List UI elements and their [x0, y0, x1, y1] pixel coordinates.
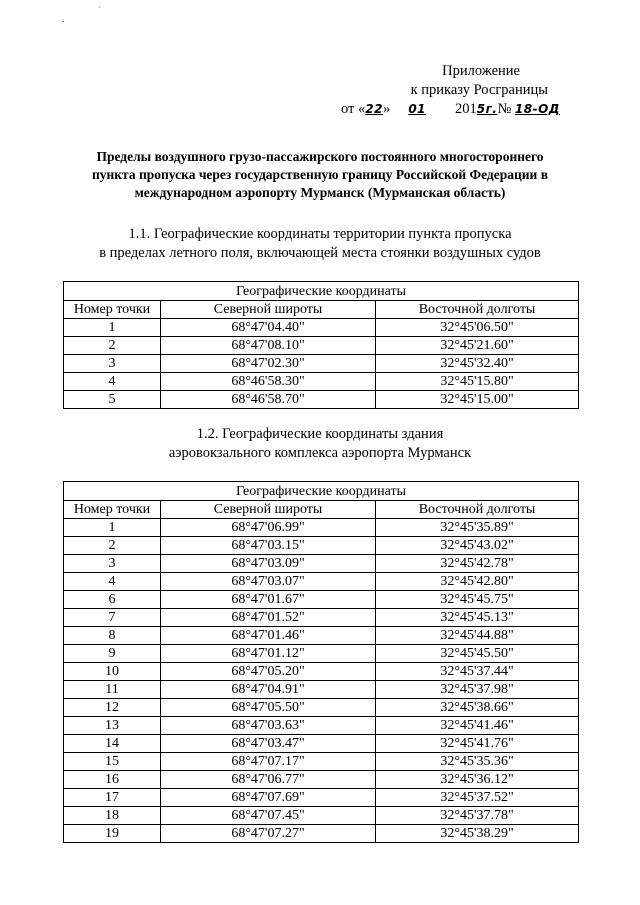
cell-latitude: 68°47'01.46": [161, 627, 376, 645]
cell-latitude: 68°47'04.91": [161, 681, 376, 699]
heading-line: в пределах летного поля, включающей места стоянки воздушных судов: [99, 245, 541, 261]
table-row: [64, 699, 579, 717]
table-row: [64, 355, 579, 373]
cell-longitude: 32°45'37.78": [376, 807, 579, 825]
table-body: [64, 319, 579, 409]
date-year-suffix: 5г.: [476, 102, 498, 116]
cell-latitude: 68°47'08.10": [161, 337, 376, 355]
cell-point-number: 5: [64, 391, 161, 409]
cell-longitude: 32°45'45.13": [376, 609, 579, 627]
cell-point-number: 2: [64, 537, 161, 555]
date-mid: »: [382, 101, 391, 117]
appendix-block: [340, 62, 560, 119]
cell-point-number: 18: [64, 807, 161, 825]
cell-longitude: 32°45'38.29": [376, 825, 579, 843]
cell-longitude: 32°45'35.89": [376, 519, 579, 537]
cell-longitude: 32°45'37.44": [376, 663, 579, 681]
table-row: [64, 645, 579, 663]
column-header-longitude: Восточной долготы: [376, 301, 579, 319]
appendix-order-ref: к приказу Росграницы: [410, 82, 548, 98]
cell-latitude: 68°47'07.27": [161, 825, 376, 843]
table-row: [64, 735, 579, 753]
table-row: [64, 627, 579, 645]
number-label: №: [497, 101, 512, 117]
cell-point-number: 8: [64, 627, 161, 645]
cell-longitude: 32°45'06.50": [376, 319, 579, 337]
cell-longitude: 32°45'42.80": [376, 573, 579, 591]
cell-latitude: 68°46'58.30": [161, 373, 376, 391]
heading-line: аэровокзального комплекса аэропорта Мурманск: [168, 445, 472, 461]
cell-longitude: 32°45'35.36": [376, 753, 579, 771]
cell-latitude: 68°47'01.52": [161, 609, 376, 627]
appendix-date-line: [340, 100, 560, 119]
table-row: [64, 609, 579, 627]
cell-latitude: 68°47'05.20": [161, 663, 376, 681]
group-header: Географические координаты: [64, 482, 579, 501]
cell-longitude: 32°45'44.88": [376, 627, 579, 645]
cell-point-number: 12: [64, 699, 161, 717]
cell-longitude: 32°45'32.40": [376, 355, 579, 373]
heading-line: 1.1. Географические координаты территории пункта пропуска: [128, 226, 512, 242]
cell-point-number: 4: [64, 573, 161, 591]
cell-latitude: 68°47'03.15": [161, 537, 376, 555]
cell-point-number: 2: [64, 337, 161, 355]
cell-point-number: 16: [64, 771, 161, 789]
table-row: [64, 555, 579, 573]
cell-latitude: 68°47'01.12": [161, 645, 376, 663]
cell-latitude: 68°47'06.77": [161, 771, 376, 789]
table-row: [64, 807, 579, 825]
cell-longitude: 32°45'37.98": [376, 681, 579, 699]
cell-point-number: 10: [64, 663, 161, 681]
cell-longitude: 32°45'36.12": [376, 771, 579, 789]
scan-speck: `: [98, 6, 102, 17]
cell-latitude: 68°47'03.09": [161, 555, 376, 573]
column-header-point: Номер точки: [64, 501, 161, 519]
cell-longitude: 32°45'38.66": [376, 699, 579, 717]
cell-point-number: 4: [64, 373, 161, 391]
cell-latitude: 68°47'07.45": [161, 807, 376, 825]
cell-longitude: 32°45'21.60": [376, 337, 579, 355]
cell-longitude: 32°45'43.02": [376, 537, 579, 555]
column-header-latitude: Северной широты: [161, 501, 376, 519]
table-row: [64, 537, 579, 555]
date-month: 01: [408, 102, 427, 116]
cell-point-number: 1: [64, 319, 161, 337]
table-row: [64, 337, 579, 355]
table-row: [64, 319, 579, 337]
table-row: [64, 789, 579, 807]
table-row: [64, 519, 579, 537]
date-day: 22: [365, 102, 383, 116]
cell-latitude: 68°47'05.50": [161, 699, 376, 717]
cell-longitude: 32°45'41.46": [376, 717, 579, 735]
title-line: международном аэропорту Мурманск (Мурманская область): [134, 185, 506, 200]
table-body: [64, 519, 579, 843]
group-header: Географические координаты: [64, 282, 579, 301]
cell-point-number: 14: [64, 735, 161, 753]
title-line: Пределы воздушного грузо-пассажирского постоянного многостороннего: [96, 149, 544, 164]
cell-latitude: 68°47'03.47": [161, 735, 376, 753]
cell-point-number: 3: [64, 355, 161, 373]
scan-speck: .: [62, 14, 65, 25]
table-row: [64, 753, 579, 771]
cell-latitude: 68°47'07.69": [161, 789, 376, 807]
cell-point-number: 3: [64, 555, 161, 573]
cell-longitude: 32°45'41.76": [376, 735, 579, 753]
coordinates-table-2: [63, 481, 579, 843]
cell-longitude: 32°45'15.00": [376, 391, 579, 409]
table-row: [64, 373, 579, 391]
table-row: [64, 681, 579, 699]
section-2-heading: [60, 425, 580, 463]
coordinates-table-1: [63, 281, 579, 409]
cell-point-number: 7: [64, 609, 161, 627]
cell-longitude: 32°45'15.80": [376, 373, 579, 391]
cell-longitude: 32°45'42.78": [376, 555, 579, 573]
cell-latitude: 68°46'58.70": [161, 391, 376, 409]
cell-latitude: 68°47'06.99": [161, 519, 376, 537]
cell-latitude: 68°47'04.40": [161, 319, 376, 337]
column-header-latitude: Северной широты: [161, 301, 376, 319]
heading-line: 1.2. Географические координаты здания: [196, 426, 444, 442]
date-year-prefix: 201: [455, 101, 477, 117]
cell-latitude: 68°47'02.30": [161, 355, 376, 373]
date-prefix: от «: [340, 101, 366, 117]
column-header-longitude: Восточной долготы: [376, 501, 579, 519]
table-row: [64, 825, 579, 843]
column-header-point: Номер точки: [64, 301, 161, 319]
cell-latitude: 68°47'01.67": [161, 591, 376, 609]
table-row: [64, 391, 579, 409]
cell-point-number: 1: [64, 519, 161, 537]
cell-point-number: 13: [64, 717, 161, 735]
title-line: пункта пропуска через государственную границу Российской Федерации в: [91, 167, 549, 182]
cell-longitude: 32°45'45.50": [376, 645, 579, 663]
appendix-label: Приложение: [442, 63, 520, 79]
section-1-heading: [60, 225, 580, 263]
table-row: [64, 591, 579, 609]
cell-point-number: 19: [64, 825, 161, 843]
cell-point-number: 17: [64, 789, 161, 807]
table-row: [64, 717, 579, 735]
cell-point-number: 11: [64, 681, 161, 699]
table-row: [64, 771, 579, 789]
order-number: 18-ОД: [514, 102, 560, 116]
cell-latitude: 68°47'07.17": [161, 753, 376, 771]
cell-longitude: 32°45'45.75": [376, 591, 579, 609]
cell-latitude: 68°47'03.07": [161, 573, 376, 591]
cell-latitude: 68°47'03.63": [161, 717, 376, 735]
table-row: [64, 663, 579, 681]
cell-point-number: 9: [64, 645, 161, 663]
cell-point-number: 6: [64, 591, 161, 609]
table-row: [64, 573, 579, 591]
cell-point-number: 15: [64, 753, 161, 771]
cell-longitude: 32°45'37.52": [376, 789, 579, 807]
document-title: [60, 148, 580, 202]
